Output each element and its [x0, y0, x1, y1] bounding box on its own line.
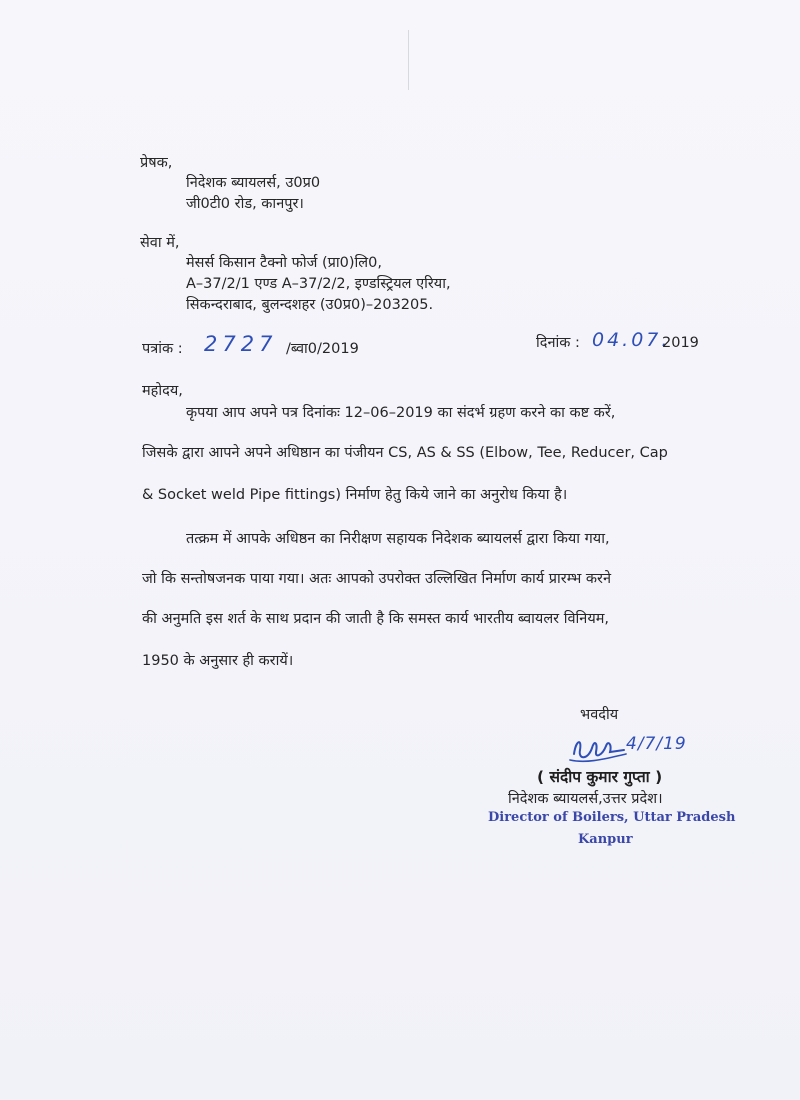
signature-scribble [568, 730, 628, 768]
salutation: महोदय, [142, 383, 183, 399]
date-label: दिनांक : [536, 335, 580, 351]
valediction: भवदीय [580, 707, 619, 723]
signatory-designation: निदेशक ब्यायलर्स,उत्तर प्रदेश। [508, 791, 663, 807]
handwritten-date: 04.07. [592, 329, 671, 351]
body-p2-line-3: की अनुमति इस शर्त के साथ प्रदान की जाती है कि समस्त कार्य भारतीय ब्वायलर विनियम, [142, 611, 610, 627]
reference-label: पत्रांक : [142, 341, 183, 357]
official-stamp-line-2: Kanpur [578, 832, 633, 847]
body-p1-line-2: जिसके द्वारा आपने अपने अधिष्ठान का पंजीयन CS, AS & SS (Elbow, Tee, Reducer, Cap [142, 445, 668, 461]
sender-label: प्रेषक, [140, 155, 173, 171]
body-p1-line-1: कृपया आप अपने पत्र दिनांकः 12–06–2019 का संदर्भ ग्रहण करने का कष्ट करें, [186, 405, 616, 421]
recipient-line-1: मेसर्स किसान टैक्नो फोर्ज (प्रा0)लि0, [186, 255, 382, 271]
official-stamp-line-1: Director of Boilers, Uttar Pradesh [488, 810, 736, 825]
body-p2-line-4: 1950 के अनुसार ही करायें। [142, 653, 294, 669]
body-p1-line-3: & Socket weld Pipe fittings) निर्माण हेतु किये जाने का अनुरोध किया है। [142, 487, 568, 503]
sender-line-2: जी0टी0 रोड, कानपुर। [186, 196, 304, 212]
signature-date: 4/7/19 [626, 734, 687, 754]
recipient-label: सेवा में, [140, 235, 180, 251]
handwritten-reference-number: 2727 [204, 332, 278, 356]
sender-line-1: निदेशक ब्यायलर्स, उ0प्र0 [186, 175, 321, 191]
body-p2-line-1: तत्क्रम में आपके अधिष्ठन का निरीक्षण सहायक निदेशक ब्यायलर्स द्वारा किया गया, [186, 531, 610, 547]
signatory-name: ( संदीप कुमार गुप्ता ) [537, 768, 663, 786]
paper-fold-mark [408, 30, 409, 90]
date-year: 2019 [662, 335, 699, 351]
recipient-line-2: A–37/2/1 एण्ड A–37/2/2, इण्डस्ट्रियल एरिया, [186, 276, 451, 292]
recipient-line-3: सिकन्दराबाद, बुलन्दशहर (उ0प्र0)–203205. [186, 297, 434, 313]
reference-suffix: /ब्वा0/2019 [286, 341, 359, 357]
body-p2-line-2: जो कि सन्तोषजनक पाया गया। अतः आपको उपरोक्त उल्लिखित निर्माण कार्य प्रारम्भ करने [142, 571, 611, 587]
